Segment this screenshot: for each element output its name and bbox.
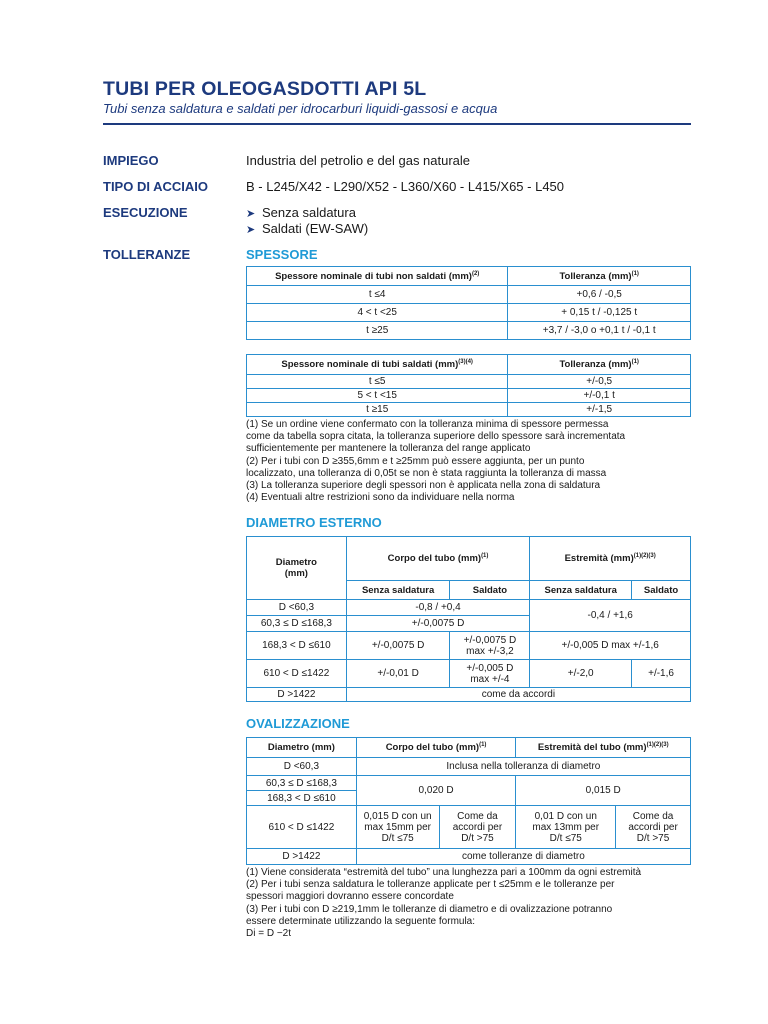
spessore-heading: SPESSORE bbox=[246, 247, 318, 262]
footnote: come da tabella sopra citata, la tolleranza superiore dello spessore sarà incrementata bbox=[246, 431, 626, 443]
tipo-acciaio-value: B - L245/X42 - L290/X52 - L360/X60 - L415/X65 - L450 bbox=[246, 179, 565, 194]
table-header: Tolleranza (mm)$^{(1)}$ bbox=[508, 355, 691, 375]
table-row: D >1422 come da accordi bbox=[247, 688, 691, 702]
table-row: 60,3 ≤ D ≤168,3 0,020 D 0,015 D bbox=[247, 776, 691, 791]
table-row: D >1422 come tolleranze di diametro bbox=[247, 849, 691, 865]
table-row: t ≤4 +0,6 / -0,5 bbox=[247, 286, 691, 304]
table-header: Senza saldatura bbox=[530, 581, 632, 600]
table-header: Saldato bbox=[632, 581, 691, 600]
table-header: Spessore nominale di tubi saldati (mm)$^{(3)(4)}$ bbox=[247, 355, 508, 375]
esecuzione-item: ➤ Saldati (EW-SAW) bbox=[246, 221, 369, 236]
table-header: Saldato bbox=[450, 581, 530, 600]
table-row: 60,3 ≤ D ≤168,3 +/-0,0075 D bbox=[247, 616, 691, 632]
esecuzione-item: ➤ Senza saldatura bbox=[246, 205, 356, 220]
table-row: 4 < t <25 + 0,15 t / -0,125 t bbox=[247, 304, 691, 322]
table-header: Tolleranza (mm)$^{(1)}$ bbox=[508, 267, 691, 286]
table-row: 610 < D ≤1422 +/-0,01 D +/-0,005 D max +/-4 +/-2,0 +/-1,6 bbox=[247, 660, 691, 688]
table-row: 168,3 < D ≤610 bbox=[247, 791, 691, 806]
ovalizzazione-table bbox=[246, 737, 691, 865]
arrow-right-icon: ➤ bbox=[246, 224, 256, 236]
ovalizzazione-notes bbox=[246, 867, 641, 940]
table-header: Diametro (mm) bbox=[247, 738, 357, 758]
spessore-notes bbox=[246, 419, 625, 504]
table-row: D <60,3 Inclusa nella tolleranza di diametro bbox=[247, 758, 691, 776]
footnote: (4) Eventuali altre restrizioni sono da individuare nella norma bbox=[246, 492, 515, 504]
spessore-table-saldati bbox=[246, 354, 691, 417]
footnote: sufficientemente per mantenere la tolleranza del range applicato bbox=[246, 443, 531, 455]
footnote: (2) Per i tubi con D ≥355,6mm e t ≥25mm può essere aggiunta, per un punto bbox=[246, 455, 585, 467]
ovalizzazione-heading: OVALIZZAZIONE bbox=[246, 716, 350, 731]
table-row: 610 < D ≤1422 0,015 D con un max 15mm per D/t ≤75 Come da accordi per D/t >75 0,01 D con un max 13mm per D/t ≤75 Come da accordi per D/t >75 bbox=[247, 806, 691, 849]
table-header: Senza saldatura bbox=[346, 581, 450, 600]
footnote: spessori maggiori dovranno essere concordate bbox=[246, 891, 454, 903]
table-header: Diametro (mm) bbox=[247, 537, 347, 600]
impiego-label: IMPIEGO bbox=[103, 153, 159, 168]
table-row: t ≤5 +/-0,5 bbox=[247, 375, 691, 389]
diametro-heading: DIAMETRO ESTERNO bbox=[246, 515, 382, 530]
footnote: localizzato, una tolleranza di 0,05t se non è stata raggiunta la tolleranza di massa bbox=[246, 467, 607, 479]
table-row: t ≥15 +/-1,5 bbox=[247, 403, 691, 417]
table-header: Estremità del tubo (mm)$^{(1)(2)(3)}$ bbox=[516, 738, 691, 758]
table-row: 168,3 < D ≤610 +/-0,0075 D +/-0,0075 D max +/-3,2 +/-0,005 D max +/-1,6 bbox=[247, 632, 691, 660]
table-row: D <60,3 -0,8 / +0,4 -0,4 / +1,6 bbox=[247, 600, 691, 616]
tipo-acciaio-label: TIPO DI ACCIAIO bbox=[103, 179, 208, 194]
footnote: (2) Per i tubi senza saldatura le tolleranze applicate per t ≤25mm e le tolleranze per bbox=[246, 879, 615, 891]
spessore-table-non-saldati bbox=[246, 266, 691, 340]
impiego-value: Industria del petrolio e del gas naturale bbox=[246, 153, 471, 168]
table-header: Spessore nominale di tubi non saldati (mm)$^{(2)}$ bbox=[247, 267, 508, 286]
table-header: Corpo del tubo (mm)$^{(1)}$ bbox=[356, 738, 516, 758]
diametro-table bbox=[246, 536, 691, 702]
footnote: (1) Viene considerata “estremità del tubo” una lunghezza pari a 100mm da ogni estremità bbox=[246, 867, 642, 878]
footnote: (3) La tolleranza superiore degli spessori non è applicata nella zona di saldatura bbox=[246, 480, 601, 492]
table-row: t ≥25 +3,7 / -3,0 o +0,1 t / -0,1 t bbox=[247, 322, 691, 340]
esecuzione-label: ESECUZIONE bbox=[103, 205, 188, 220]
page-subtitle: Tubi senza saldatura e saldati per idrocarburi liquidi-gassosi e acqua bbox=[103, 101, 498, 116]
title-divider bbox=[103, 123, 691, 125]
footnote: (1) Se un ordine viene confermato con la tolleranza minima di spessore permessa bbox=[246, 419, 609, 430]
table-header: Estremità (mm)$^{(1)(2)(3)}$ bbox=[530, 537, 691, 581]
arrow-right-icon: ➤ bbox=[246, 208, 256, 220]
table-row: 5 < t <15 +/-0,1 t bbox=[247, 389, 691, 403]
footnote: essere determinate utilizzando la seguente formula: bbox=[246, 915, 476, 927]
tolleranze-label: TOLLERANZE bbox=[103, 247, 191, 262]
footnote: (3) Per i tubi con D ≥219,1mm le tolleranze di diametro e di ovalizzazione potranno bbox=[246, 903, 613, 915]
table-header: Corpo del tubo (mm)$^{(1)}$ bbox=[346, 537, 530, 581]
formula: Di = D −2t bbox=[246, 928, 292, 940]
page-title: TUBI PER OLEOGASDOTTI API 5L bbox=[103, 78, 427, 100]
